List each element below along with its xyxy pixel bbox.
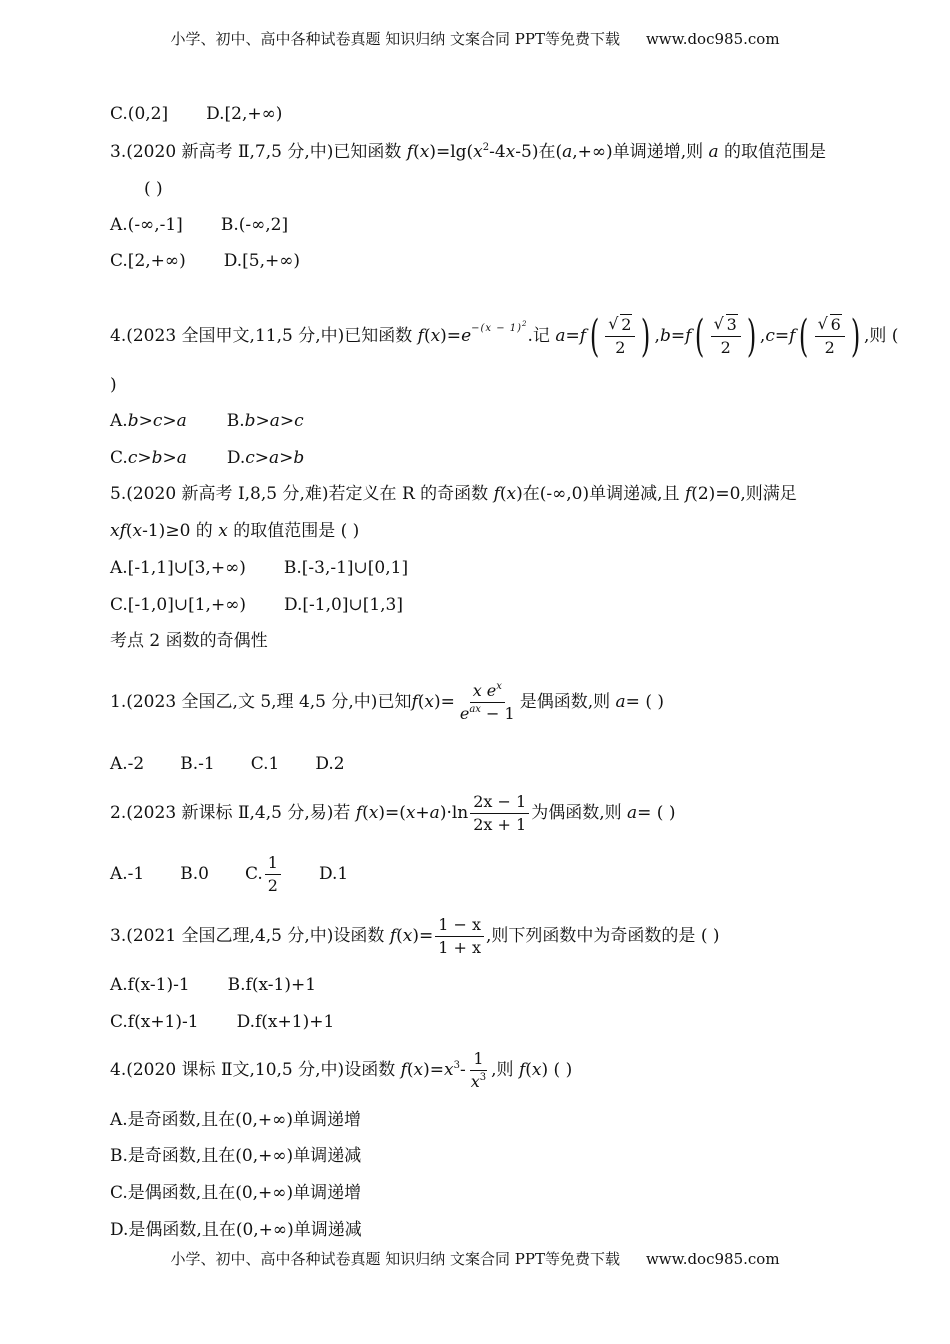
p4-option-d: D.是偶函数,且在(0,+∞)单调递减 [110, 1220, 362, 1240]
q2-option-d: D.[2,+∞) [206, 104, 283, 124]
q5-stem-2: xf(x-1)≥0 的 x 的取值范围是 ( ) [110, 521, 360, 541]
q4-frac-c: √ 6 2 [815, 314, 845, 359]
q4-options-cd: C.c>b>a D.c>a>b [110, 448, 305, 468]
q4-close: ) [110, 375, 117, 395]
p3-fraction: $\frac{1 - x}{1 + x}$ [435, 914, 484, 959]
p4-option-c: C.是偶函数,且在(0,+∞)单调递增 [110, 1183, 362, 1203]
q4-frac-b: √ 3 2 [711, 314, 741, 359]
p4-option-b: B.是奇函数,且在(0,+∞)单调递减 [110, 1146, 362, 1166]
header-site: www.doc985.com [645, 30, 780, 48]
p1-source: (2023 全国乙,文 5,理 4,5 分,中) [126, 692, 378, 712]
p1-stem: 1.(2023 全国乙,文 5,理 4,5 分,中)已知f(x)= $\frac{x e^x}{e^{ax} - 1}$ 是偶函数,则 a= ( ) [110, 681, 664, 723]
p2-source: (2023 新课标 Ⅱ,4,5 分,易) [126, 803, 334, 823]
q2-option-c: C.(0,2] [110, 104, 169, 124]
p2-fraction: $\frac{2x - 1}{2x + 1}$ [470, 791, 529, 836]
q2-options-cd [110, 102, 282, 126]
p3-source: (2021 全国乙理,4,5 分,中) [126, 926, 334, 946]
q3-source: (2020 新高考 Ⅱ,7,5 分,中) [126, 142, 334, 162]
p1-options: A.-2 B.-1 C.1 D.2 [110, 754, 345, 774]
p2-options: A.-1 B.0 C. $\frac{1}{2}$ D.1 [110, 853, 349, 895]
footer-text: 小学、初中、高中各种试卷真题 知识归纳 文案合同 PPT等免费下载 [170, 1250, 620, 1268]
q5-options-cd: C.[-1,0]∪[1,+∞) D.[-1,0]∪[1,3] [110, 595, 404, 615]
q4-stem: 4.(2023 全国甲文,11,5 分,中)已知函数 $f(x)=e^{-(x - 1)^2}$.记 a=f( √ 2 2 ) ,b=f( √ 3 2 ) ,c=f( √ 6 2 ) ,则 ( [110, 310, 899, 362]
q3-stem: 3.(2020 新高考 Ⅱ,7,5 分,中)已知函数 $f(x)=\lg(x^2-4x-5)$在(a,+∞)单调递增,则 a 的取值范围是 [110, 142, 827, 162]
page-footer [0, 1248, 950, 1269]
q5-options-ab: A.[-1,1]∪[3,+∞) B.[-3,-1]∪[0,1] [110, 558, 409, 578]
p4-option-a: A.是奇函数,且在(0,+∞)单调递增 [110, 1110, 361, 1130]
p4-stem: 4.(2020 课标 Ⅱ文,10,5 分,中)设函数 $f(x)=x^3-$ $\frac{1}{x^3}$ ,则 f(x) ( ) [110, 1049, 573, 1091]
header-text: 小学、初中、高中各种试卷真题 知识归纳 文案合同 PPT等免费下载 [170, 30, 620, 48]
q4-options-ab: A.b>c>a B.b>a>c [110, 411, 304, 431]
q4-source: (2023 全国甲文,11,5 分,中) [126, 326, 345, 346]
p2-stem: 2.(2023 新课标 Ⅱ,4,5 分,易)若 f(x)=(x+a)·ln $\frac{2x - 1}{2x + 1}$ 为偶函数,则 a= ( ) [110, 792, 676, 834]
q3-options-cd: C.[2,+∞) D.[5,+∞) [110, 251, 301, 271]
section-title: 考点 2 函数的奇偶性 [110, 631, 268, 651]
q4-frac-a: √ 2 2 [605, 314, 635, 359]
p4-source: (2020 课标 Ⅱ文,10,5 分,中) [126, 1060, 345, 1080]
footer-site: www.doc985.com [645, 1250, 780, 1268]
page-header [0, 28, 950, 49]
p3-options-ab: A.f(x-1)-1 B.f(x-1)+1 [110, 975, 317, 995]
q5-source: (2020 新高考 Ⅰ,8,5 分,难) [126, 484, 329, 504]
q3-blank: ( ) [144, 179, 163, 199]
q3-options-ab: A.(-∞,-1] B.(-∞,2] [110, 215, 289, 235]
p1-fraction: $\frac{x e^x}{e^{ax} - 1}$ [459, 681, 515, 723]
p2-option-c-fraction: $\frac{1}{2}$ [265, 852, 281, 897]
p4-fraction: $\frac{1}{x^3}$ [470, 1049, 487, 1091]
p3-stem: 3.(2021 全国乙理,4,5 分,中)设函数 f(x)= $\frac{1 - x}{1 + x}$ ,则下列函数中为奇函数的是 ( ) [110, 915, 720, 957]
p3-options-cd: C.f(x+1)-1 D.f(x+1)+1 [110, 1012, 335, 1032]
q5-stem: 5.(2020 新高考 Ⅰ,8,5 分,难)若定义在 R 的奇函数 f(x)在(-∞,0)单调递减,且 f(2)=0,则满足 [110, 484, 797, 504]
